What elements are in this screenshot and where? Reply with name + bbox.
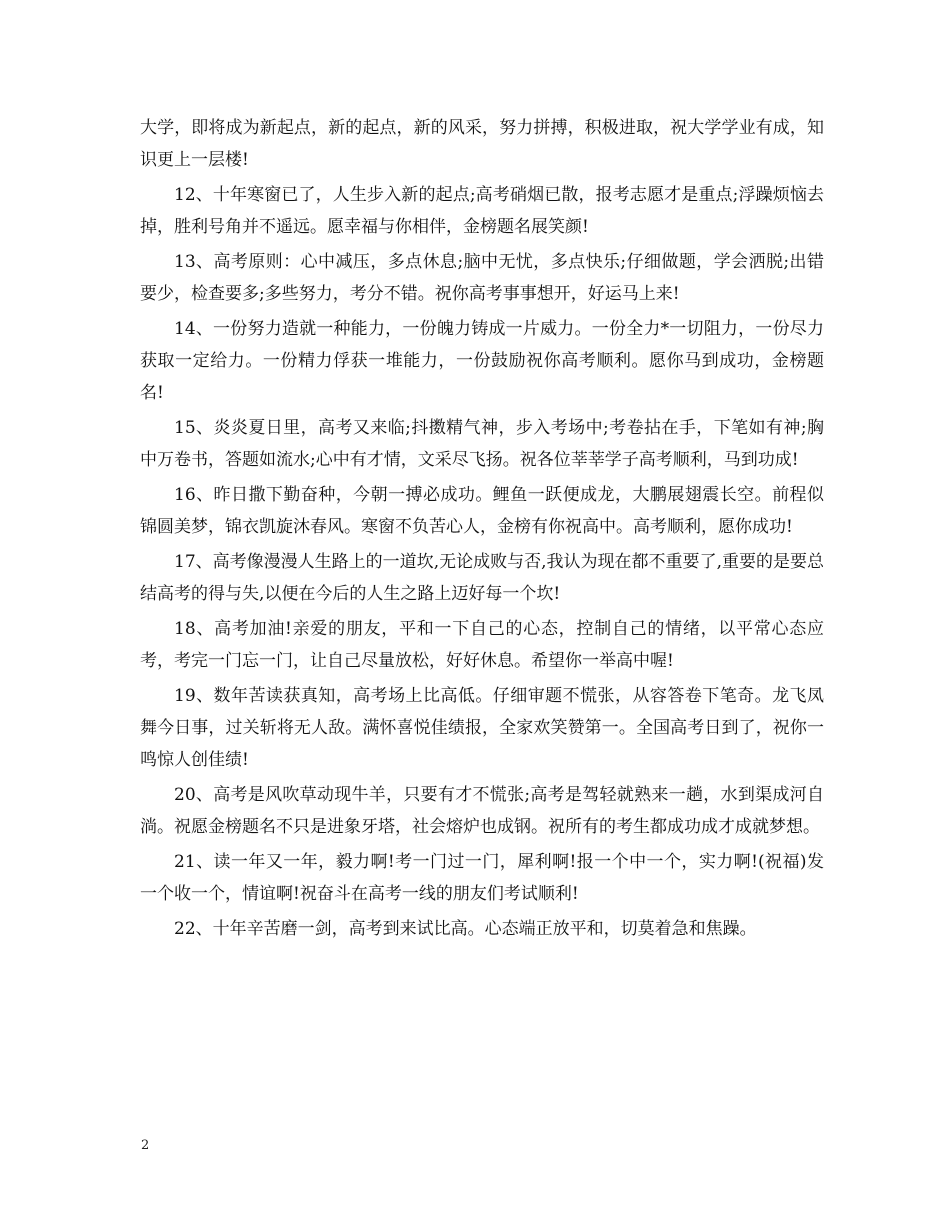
body-text — [140, 112, 824, 948]
paragraph-17: 17、高考像漫漫人生路上的一道坎,无论成败与否,我认为现在都不重要了,重要的是要总结高考的得与失,以便在今后的人生之路上迈好每一个坎! — [140, 552, 824, 604]
paragraph-continued: 大学，即将成为新起点，新的起点，新的风采，努力拼搏，积极进取，祝大学学业有成，知识更上一层楼! — [140, 118, 824, 170]
paragraph-20: 20、高考是风吹草动现牛羊，只要有才不慌张;高考是驾轻就熟来一趟，水到渠成河自淌。祝愿金榜题名不只是进象牙塔，社会熔炉也成钢。祝所有的考生都成功成才成就梦想。 — [140, 785, 824, 837]
paragraph-21: 21、读一年又一年，毅力啊!考一门过一门，犀利啊!报一个中一个，实力啊!(祝福)发一个收一个，情谊啊!祝奋斗在高考一线的朋友们考试顺利! — [140, 852, 824, 904]
paragraph-14: 14、一份努力造就一种能力，一份魄力铸成一片威力。一份全力*一切阻力，一份尽力获取一定给力。一份精力俘获一堆能力，一份鼓励祝你高考顺利。愿你马到成功，金榜题名! — [140, 319, 824, 403]
paragraph-18: 18、高考加油!亲爱的朋友，平和一下自己的心态，控制自己的情绪，以平常心态应考，考完一门忘一门，让自己尽量放松，好好休息。希望你一举高中喔! — [140, 619, 824, 671]
paragraph-15: 15、炎炎夏日里，高考又来临;抖擞精气神，步入考场中;考卷拈在手，下笔如有神;胸中万卷书，答题如流水;心中有才情，文采尽飞扬。祝各位莘莘学子高考顺利，马到功成! — [140, 418, 824, 470]
paragraph-12: 12、十年寒窗已了，人生步入新的起点;高考硝烟已散，报考志愿才是重点;浮躁烦恼去掉，胜利号角并不遥远。愿幸福与你相伴，金榜题名展笑颜! — [140, 185, 824, 237]
paragraph-22: 22、十年辛苦磨一剑，高考到来试比高。心态端正放平和，切莫着急和焦躁。 — [174, 919, 757, 939]
paragraph-13: 13、高考原则：心中减压，多点休息;脑中无忧，多点快乐;仔细做题，学会洒脱;出错要少，检查要多;多些努力，考分不错。祝你高考事事想开，好运马上来! — [140, 252, 824, 304]
paragraph-16: 16、昨日撒下勤奋种，今朝一搏必成功。鲤鱼一跃便成龙，大鹏展翅震长空。前程似锦圆美梦，锦衣凯旋沐春风。寒窗不负苦心人，金榜有你祝高中。高考顺利，愿你成功! — [140, 485, 824, 537]
page-number: 2 — [141, 1138, 150, 1153]
paragraph-19: 19、数年苦读获真知，高考场上比高低。仔细审题不慌张，从容答卷下笔奇。龙飞凤舞今日事，过关斩将无人敌。满怀喜悦佳绩报，全家欢笑赞第一。全国高考日到了，祝你一鸣惊人创佳绩! — [140, 686, 824, 770]
